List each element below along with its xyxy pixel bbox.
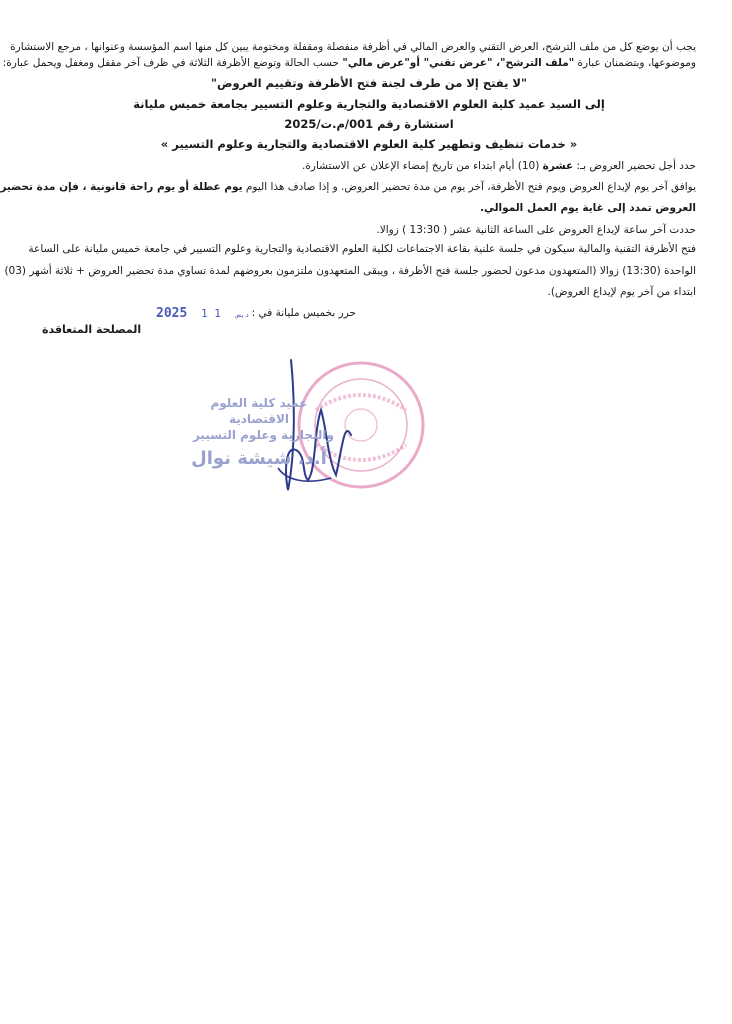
contracting-authority: المصلحة المتعاقدة xyxy=(42,323,142,336)
stamp-line-1: عميد كلية العلوم الاقتصادية xyxy=(210,396,308,426)
do-not-open-notice: "لا يفتح إلا من طرف لجنة فتح الأظرفة وتقييم العروض" xyxy=(211,76,527,90)
opening-line-2: الواحدة (13:30) زوالا (المتعهدون مدعون لحضور جلسة فتح الأظرفة ، ويبقى المتعهدون ملتزمون بعروضهم لمدة تساوي مدة تحضير العروض + ثلاثة أشهر (03) xyxy=(4,265,696,277)
envelope-instructions-line-2a: وموضوعها، وبتضمنان عبارة xyxy=(574,57,696,69)
deadline-line-2 xyxy=(0,180,696,195)
consultation-subject: « خدمات تنظيف وتطهير كلية العلوم الاقتصادية والتجارية وعلوم التسيير » xyxy=(160,137,578,151)
envelope-instructions-line-2 xyxy=(2,56,696,71)
opening-line-1: فتح الأظرفة التقنية والمالية سيكون في جلسة علنية بقاعة الاجتماعات لكلية العلوم الاقتصادية والتجارية وعلوم التسيير في جامعة خميس مليانة على الساعة xyxy=(28,243,696,255)
signed-at-label: حرر بخميس مليانة في : xyxy=(251,307,356,319)
date-stamp xyxy=(156,302,256,322)
deadline-line-2a: يوافق آخر يوم لإيداع العروض ويوم فتح الأظرفة، آخر يوم من مدة تحضير العروض. و إذا صادف هذا اليوم xyxy=(242,181,696,193)
deadline-holiday-clause: يوم عطلة أو يوم راحة قانونية ، فإن مدة تحضير xyxy=(0,181,243,193)
envelope-instructions-line-2c: حسب الحالة وتوضع الأظرفة الثلاثة في ظرف آخر مقفل ومغفل ويحمل عبارة: xyxy=(2,57,343,69)
deadline-line-1 xyxy=(42,159,696,174)
date-year: 2025 xyxy=(156,306,188,321)
deposit-time: حددت آخر ساعة لإيداع العروض على الساعة الثانية عشر ( 13:30 ) زوالا. xyxy=(376,224,696,236)
dean-stamp xyxy=(184,395,334,471)
opening-line-3: ابتداء من آخر يوم لإيداع العروض). xyxy=(547,286,696,298)
deadline-line-3: العروض تمدد إلى غاية يوم العمل الموالي. xyxy=(479,202,696,214)
date-month: ديس xyxy=(236,311,250,319)
deadline-days-word: عشرة xyxy=(542,160,574,172)
stamp-signatory-name: أ.د. شيشة نوال xyxy=(191,448,327,469)
envelope-labels: "ملف الترشح"، "عرض تقني" أو"عرض مالي" xyxy=(342,57,575,69)
envelope-instructions-line-1: يجب أن يوضع كل من ملف الترشح، العرض التقني والعرض المالي في أظرفة منفصلة ومقفلة ومختومة يبين كل منها اسم المؤسسة وعنوانها ، مرجع الاستشارة xyxy=(10,41,696,53)
stamp-line-2: والتجارية وعلوم التسيير xyxy=(192,428,334,442)
date-day: 1 1 xyxy=(200,307,221,320)
deadline-line-1c: (10) أيام ابتداء من تاريخ إمضاء الإعلان عن الاستشارة. xyxy=(302,160,543,172)
consultation-reference: استشارة رقم 001/م.ت/2025 xyxy=(284,117,454,131)
deadline-line-1a: حدد أجل تحضير العروض بـ: xyxy=(573,160,696,172)
addressee: إلى السيد عميد كلية العلوم الاقتصادية والتجارية وعلوم التسيير بجامعة خميس مليانة xyxy=(133,97,605,111)
